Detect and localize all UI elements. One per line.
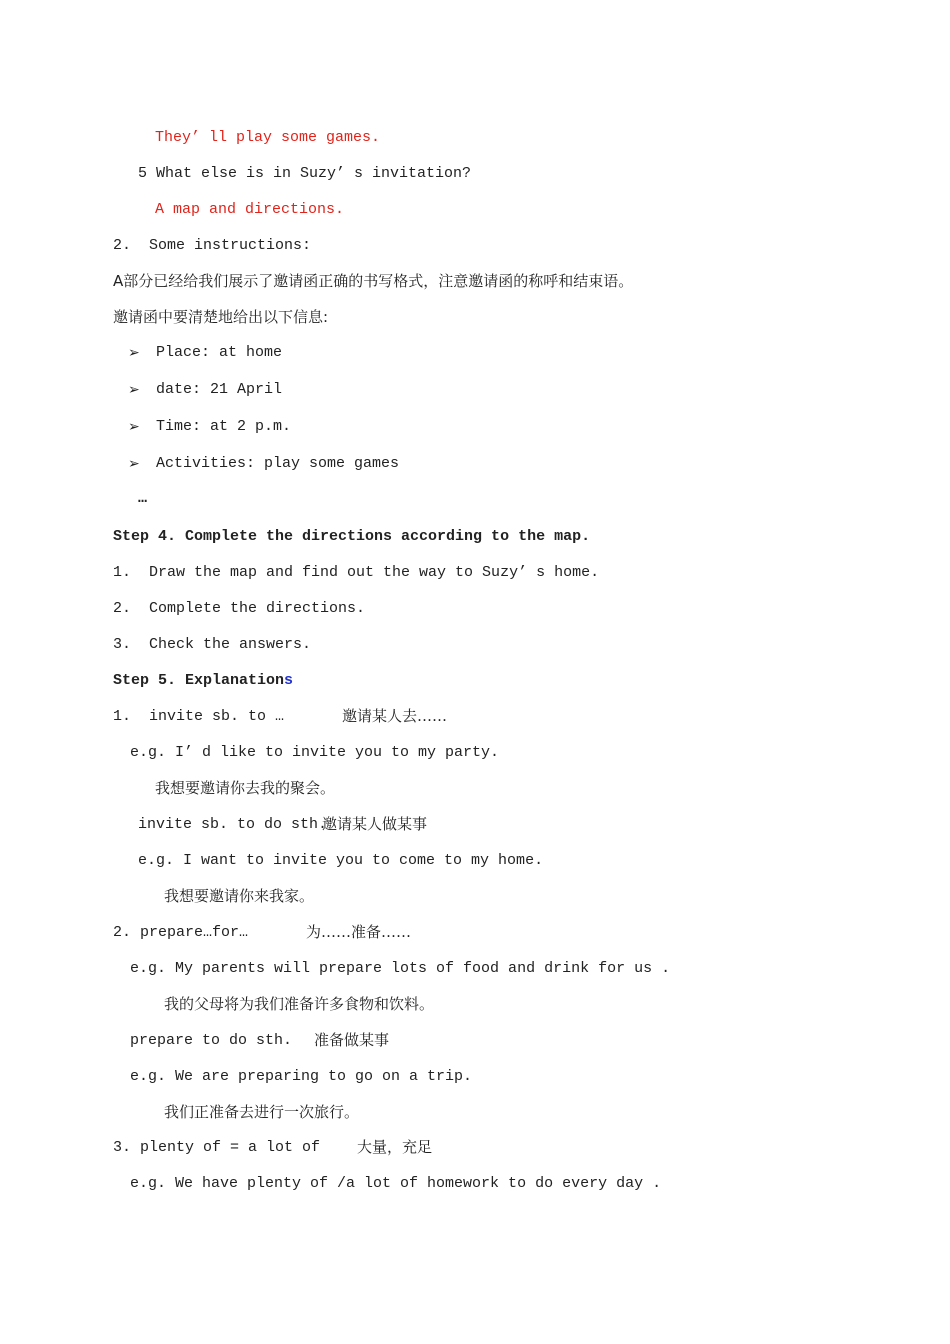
explain-2-example-cn: 我的父母将为我们准备许多食物和饮料。 <box>164 995 435 1013</box>
bullet-place: Place: at home <box>156 344 283 361</box>
explain-1b-meaning: 邀请某人做某事 <box>322 815 428 833</box>
explain-2b-phrase: prepare to do sth. <box>130 1032 293 1049</box>
explain-1-meaning: 邀请某人去…… <box>342 707 448 725</box>
step-4-item-3: 3. Check the answers. <box>113 636 312 653</box>
arrow-bullet-icon: ➢ <box>128 382 140 398</box>
answer-map-directions: A map and directions. <box>155 201 345 218</box>
bullet-date: date: 21 April <box>156 381 283 398</box>
explain-3-meaning: 大量，充足 <box>357 1138 433 1156</box>
explain-1b-phrase: invite sb. to do sth. <box>138 816 328 833</box>
explain-2-example: e.g. My parents will prepare lots of food and drink for us . <box>130 960 671 977</box>
explain-2-meaning: 为……准备…… <box>306 923 412 941</box>
explain-2-phrase: 2. prepare…for… <box>113 924 249 941</box>
arrow-bullet-icon: ➢ <box>128 419 140 435</box>
bullet-activities: Activities: play some games <box>156 455 400 472</box>
explain-2b-example: e.g. We are preparing to go on a trip. <box>130 1068 473 1085</box>
bullet-time: Time: at 2 p.m. <box>156 418 292 435</box>
question-5: 5 What else is in Suzy’ s invitation? <box>138 165 472 182</box>
explain-1-example: e.g. I’ d like to invite you to my party. <box>130 744 500 761</box>
arrow-bullet-icon: ➢ <box>128 345 140 361</box>
ellipsis: … <box>138 490 148 507</box>
step-5-heading <box>113 671 293 691</box>
explain-2b-example-cn: 我们正准备去进行一次旅行。 <box>164 1103 360 1121</box>
step-4-item-2: 2. Complete the directions. <box>113 600 366 617</box>
step-4-item-1: 1. Draw the map and find out the way to Suzy’ s home. <box>113 564 600 581</box>
explain-1b-example: e.g. I want to invite you to come to my home. <box>138 852 544 869</box>
step-5-heading-suffix: s <box>284 672 294 689</box>
explain-1-example-cn: 我想要邀请你去我的聚会。 <box>155 779 336 797</box>
explain-1b-example-cn: 我想要邀请你来我家。 <box>164 887 315 905</box>
step-5-heading-text: Step 5. Explanation <box>113 672 285 689</box>
explain-2b-meaning: 准备做某事 <box>314 1031 390 1049</box>
instruction-cn-1: A部分已经给我们展示了邀请函正确的书写格式，注意邀请函的称呼和结束语。 <box>113 272 634 290</box>
arrow-bullet-icon: ➢ <box>128 456 140 472</box>
some-instructions-heading: 2. Some instructions: <box>113 237 312 254</box>
instruction-cn-2: 邀请函中要清楚地给出以下信息: <box>113 308 329 326</box>
explain-3-example: e.g. We have plenty of /a lot of homework to do every day . <box>130 1175 662 1192</box>
step-4-heading: Step 4. Complete the directions according to the map. <box>113 528 591 545</box>
explain-3-phrase: 3. plenty of = a lot of <box>113 1139 321 1156</box>
answer-games: They’ ll play some games. <box>155 129 381 146</box>
explain-1-phrase: 1. invite sb. to … <box>113 708 285 725</box>
